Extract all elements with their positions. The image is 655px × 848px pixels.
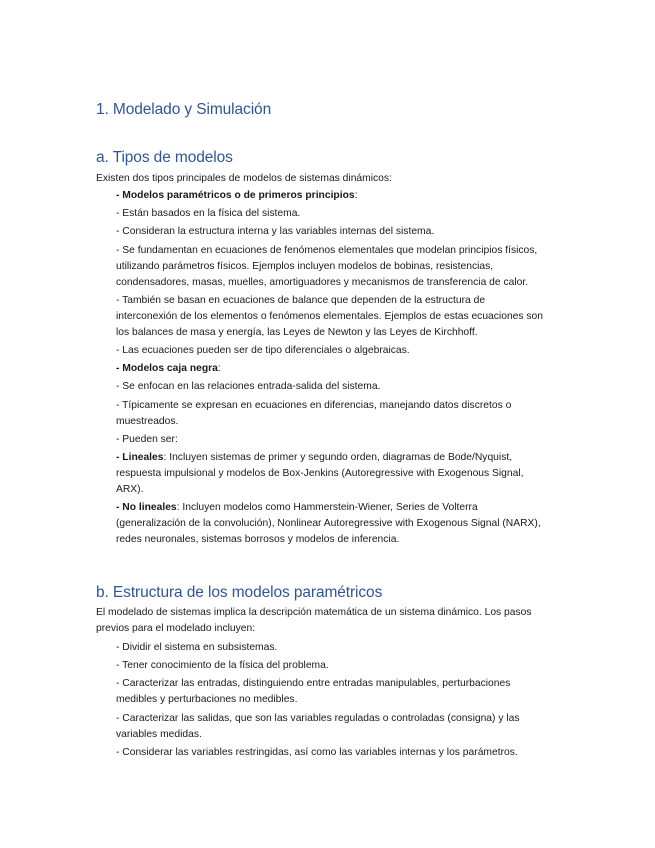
section-a-list (116, 188, 544, 550)
list-item (116, 450, 544, 498)
section-a-intro: Existen dos tipos principales de modelos de sistemas dinámicos: (96, 173, 392, 184)
heading-main: 1. Modelado y Simulación (96, 101, 272, 118)
list-item-text: - Caracterizar las entradas, distinguiendo entre entradas manipulables, perturbaciones medibles y perturbaciones no medibles. (116, 678, 511, 706)
list-item-bold: - Lineales (116, 451, 164, 463)
list-item (116, 206, 544, 222)
section-b-intro: El modelado de sistemas implica la descripción matemática de un sistema dinámico. Los pasos previos para el modelado incluyen: (96, 607, 532, 634)
list-item-text: - Las ecuaciones pueden ser de tipo diferenciales o algebraicas. (116, 344, 410, 356)
list-item (116, 361, 544, 377)
list-item (116, 745, 544, 761)
list-item-bold: - Modelos paramétricos o de primeros principios (116, 190, 355, 201)
list-item-text: - Tener conocimiento de la física del problema. (116, 660, 329, 672)
list-item-text: : (354, 190, 358, 201)
list-item-text: : (217, 363, 221, 375)
list-item-bold: - No lineales (116, 502, 177, 514)
list-item-text: : Incluyen modelos como Hammerstein-Wiener, Series de Volterra (generalización de la convolución), Nonlinear Autoregressive with Exogenous Signal (NARX), redes neuronales, sistemas borrosos y modelos de inferencia. (116, 502, 541, 546)
list-item-text: - Están basados en la física del sistema. (116, 208, 301, 220)
list-item (116, 500, 544, 548)
list-item (116, 293, 544, 341)
list-item (116, 658, 544, 674)
list-item-text: - Pueden ser: (116, 433, 178, 445)
list-item (116, 432, 544, 448)
list-item (116, 188, 544, 204)
section-b-list (116, 640, 544, 763)
list-item-text: - Se enfocan en las relaciones entrada-salida del sistema. (116, 381, 381, 393)
list-item (116, 711, 544, 743)
list-item-bold: - Modelos caja negra (116, 363, 218, 375)
list-item-text: - Se fundamentan en ecuaciones de fenómenos elementales que modelan principios físicos, utilizando parámetros físicos. Ejemplos incluyen modelos de bobinas, resistencias, condensadores, masas, muelles, amortiguadores y mecanismos de transferencia de calor. (116, 244, 538, 288)
list-item-text: - Consideran la estructura interna y las variables internas del sistema. (116, 226, 435, 238)
list-item (116, 640, 544, 656)
section-b-title: b. Estructura de los modelos paramétricos (96, 584, 383, 601)
list-item (116, 343, 544, 359)
list-item (116, 379, 544, 395)
list-item-text: : Incluyen sistemas de primer y segundo orden, diagramas de Bode/Nyquist, respuesta impulsional y modelos de Box-Jenkins (Autoregressive with Exogenous Signal, ARX). (116, 451, 524, 495)
list-item (116, 676, 544, 708)
list-item-text: - Dividir el sistema en subsistemas. (116, 642, 278, 653)
list-item (116, 224, 544, 240)
list-item-text: - Considerar las variables restringidas, así como las variables internas y los parámetros. (116, 746, 518, 758)
section-a-title: a. Tipos de modelos (96, 149, 233, 166)
list-item-text: - Típicamente se expresan en ecuaciones en diferencias, manejando datos discretos o muestreados. (116, 399, 512, 427)
list-item (116, 398, 544, 430)
list-item (116, 243, 544, 291)
list-item-text: - Caracterizar las salidas, que son las variables reguladas o controladas (consigna) y las variables medidas. (116, 712, 520, 740)
list-item-text: - También se basan en ecuaciones de balance que dependen de la estructura de interconexión de los elementos o fenómenos elementales. Ejemplos de estas ecuaciones son los balances de masa y energía, las Leyes de Newton y las Leyes de Kirchhoff. (116, 294, 544, 338)
